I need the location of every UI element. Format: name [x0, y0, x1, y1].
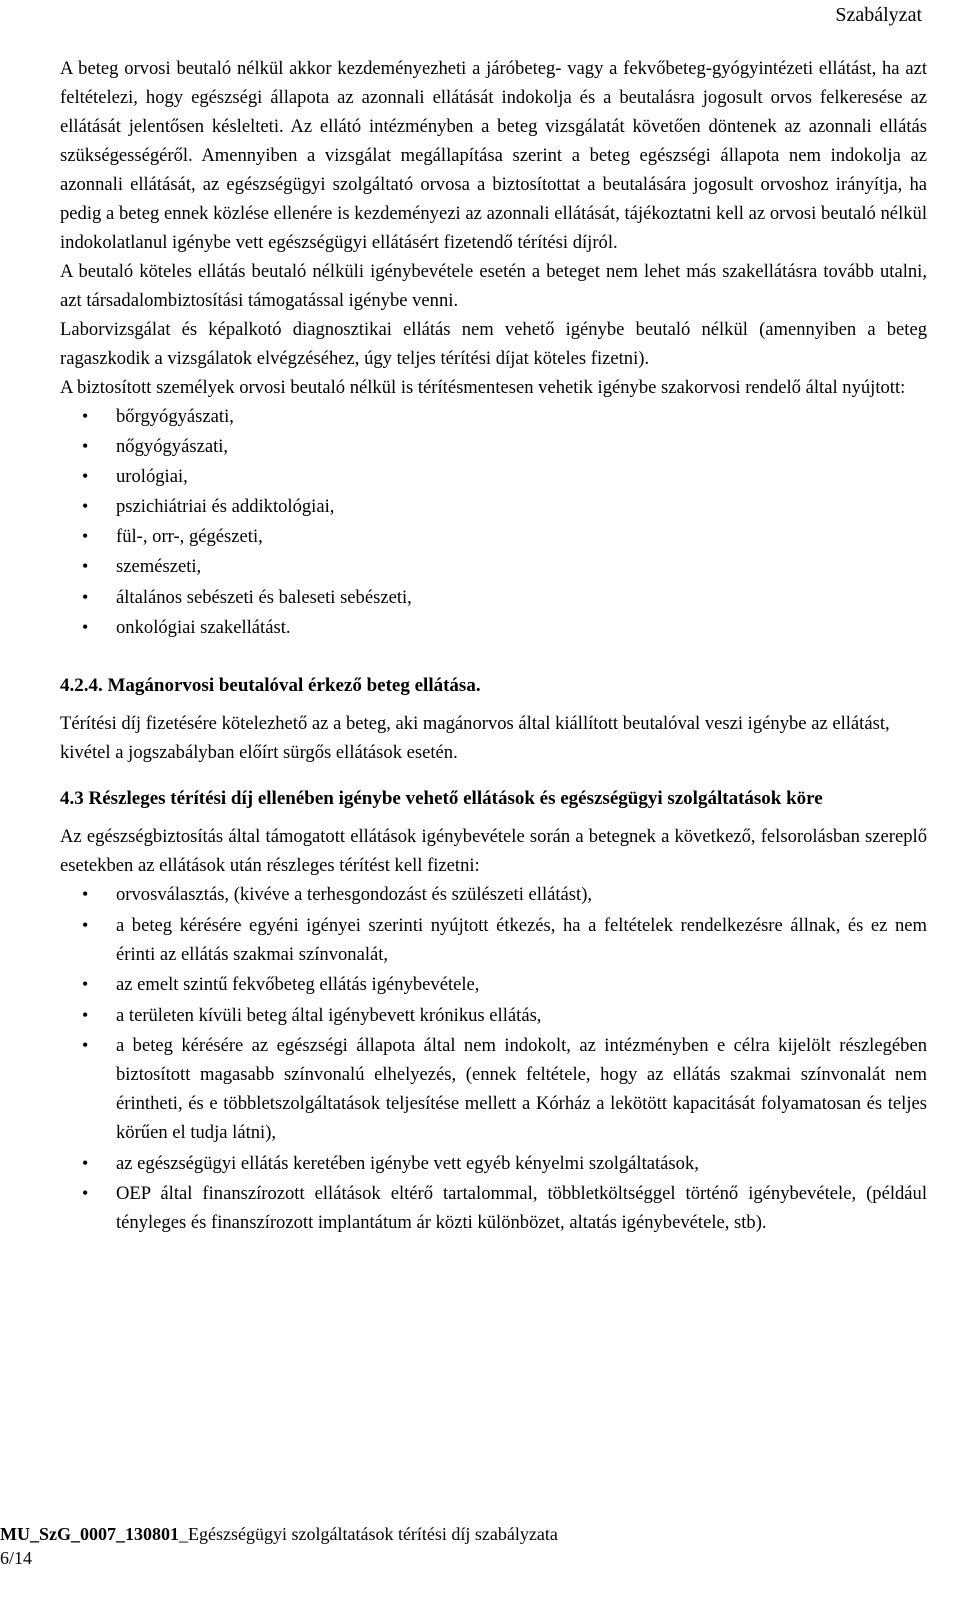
paragraph-free-services-intro: A biztosított személyek orvosi beutaló nélkül is térítésmentesen vehetik igénybe szakorvosi rendelő által nyújtott:	[60, 377, 906, 398]
bullet-icon: •	[82, 1004, 89, 1025]
bullet-icon: •	[82, 406, 89, 426]
list-item: • a beteg kérésére egyéni igényei szerinti nyújtott étkezés, ha a feltételek rendelkezésre állnak, és ez nem érinti az ellátás szakmai színvonalát,	[60, 911, 927, 969]
paragraph-no-referral-forward: A beutaló köteles ellátás beutaló nélküli igénybevétele esetén a beteget nem lehet más szakellátásra tovább utalni, azt társadalombiztosítási támogatással igénybe venni.	[60, 261, 927, 311]
document-body	[60, 54, 927, 1239]
list-item: • a beteg kérésére az egészségi állapota által nem indokolt, az intézményben e célra kijelölt részlegében biztosított magasabb színvonalú elhelyezés, (ennek feltétele, hogy az ellátás szakmai színvonalát nem érintheti, és e többletszolgáltatások teljesítése mellett a Kórház a lekötött kapacitását folyamatosan és teljes körűen el tudja látni),	[60, 1031, 927, 1147]
bullet-icon: •	[82, 884, 89, 905]
bullet-icon: •	[82, 466, 89, 487]
page-number: 6/14	[0, 1548, 33, 1568]
list-item: • az egészségügyi ellátás keretében igénybe vett egyéb kényelmi szolgáltatások,	[60, 1149, 927, 1178]
bullet-icon: •	[82, 1183, 89, 1204]
free-services-list	[60, 402, 927, 642]
bullet-icon: •	[82, 1035, 89, 1056]
bullet-icon: •	[82, 1152, 89, 1173]
list-item: • az emelt szintű fekvőbeteg ellátás igénybevétele,	[60, 970, 927, 999]
list-item: • onkológiai szakellátást.	[60, 613, 927, 643]
list-item: • általános sebészeti és baleseti sebészeti,	[60, 583, 927, 613]
document-footer	[0, 1522, 558, 1546]
list-item: • szemészeti,	[60, 552, 927, 582]
paragraph-lab-imaging: Laborvizsgálat és képalkotó diagnosztikai ellátás nem vehető igénybe beutaló nélkül (amennyiben a beteg ragaszkodik a vizsgálatok elvégzéséhez, úgy teljes térítési díjat köteles fizetni).	[60, 319, 927, 369]
list-item: • urológiai,	[60, 462, 927, 492]
list-item: • fül-, orr-, gégészeti,	[60, 522, 927, 552]
list-item: • nőgyógyászati,	[60, 432, 927, 462]
section-heading-4-2-4: 4.2.4. Magánorvosi beutalóval érkező beteg ellátása.	[60, 675, 481, 697]
bullet-icon: •	[82, 616, 89, 637]
list-item: • a területen kívüli beteg által igénybevett krónikus ellátás,	[60, 1001, 927, 1030]
section-4-2-4-text: Térítési díj fizetésére kötelezhető az a beteg, aki magánorvos által kiállított beutalóval veszi igénybe az ellátást, kivétel a jogszabályban előírt sürgős ellátások esetén.	[60, 713, 890, 764]
list-item: • orvosválasztás, (kivéve a terhesgondozást és szülészeti ellátást),	[60, 880, 927, 909]
list-item: • bőrgyógyászati,	[60, 402, 927, 432]
footer-doc-title: _Egészségügyi szolgáltatások térítési díj szabályzata	[179, 1524, 558, 1544]
bullet-icon: •	[82, 556, 89, 577]
section-heading-4-3: 4.3 Részleges térítési díj ellenében igénybe vehető ellátások és egészségügyi szolgáltatások köre	[60, 788, 823, 810]
bullet-icon: •	[82, 586, 89, 607]
list-item: • OEP által finanszírozott ellátások eltérő tartalommal, többletköltséggel történő igénybevétele, (például tényleges és finanszírozott implantátum ár közti különbözet, altatás igénybevétele, stb).	[60, 1179, 927, 1237]
partial-fee-services-list	[60, 880, 927, 1237]
footer-doc-code: MU_SzG_0007_130801	[0, 1524, 179, 1544]
list-item: • pszichiátriai és addiktológiai,	[60, 492, 927, 522]
bullet-icon: •	[82, 974, 89, 995]
bullet-icon: •	[82, 526, 89, 547]
section-4-3-text: Az egészségbiztosítás által támogatott ellátások igénybevétele során a betegnek a következő, felsorolásban szereplő esetekben az ellátások után részleges térítést kell fizetni:	[60, 826, 927, 877]
bullet-icon: •	[82, 436, 89, 457]
intro-paragraph: A beteg orvosi beutaló nélkül akkor kezdeményezheti a járóbeteg- vagy a fekvőbeteg-gyógyintézeti ellátást, ha azt feltételezi, hogy egészségi állapota az azonnali ellátását indokolja és a beutalásra jogosult orvos felkeresése az ellátását jelentősen késlelteti. Az ellátó intézményben a beteg vizsgálatát követően döntenek az azonnali ellátás szükségességéről. Amennyiben a vizsgálat megállapítása szerint a beteg egészségi állapota nem indokolja az azonnali ellátását, az egészségügyi szolgáltató orvosa a biztosítottat a beutalására jogosult orvoshoz irányítja, ha pedig a beteg ennek közlése ellenére is kezdeményezi az azonnali ellátását, tájékoztatni kell az orvosi beutaló nélkül indokolatlanul igénybe vett egészségügyi ellátásért fizetendő térítési díjról.	[60, 58, 927, 253]
bullet-icon: •	[82, 496, 89, 517]
bullet-icon: •	[82, 914, 89, 935]
document-header-title: Szabályzat	[835, 4, 922, 26]
